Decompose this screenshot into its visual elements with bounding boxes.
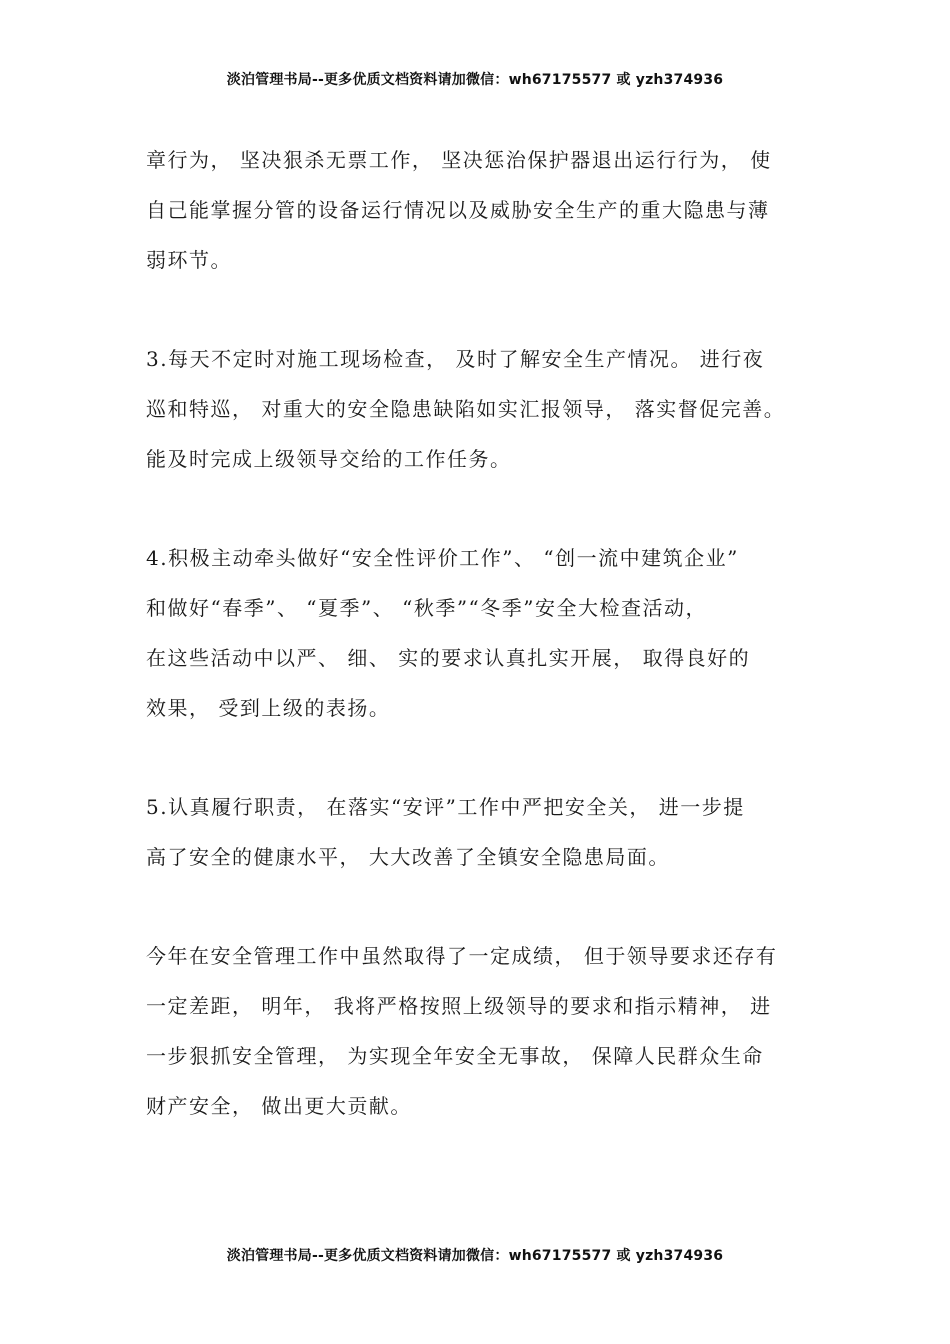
paragraph-summary xyxy=(146,931,826,1131)
text-line: 财产安全， 做出更大贡献。 xyxy=(146,1094,412,1118)
text-line: 今年在安全管理工作中虽然取得了一定成绩， 但于领导要求还存有 xyxy=(146,944,778,968)
text-line: 和做好“春季”、 “夏季”、 “秋季”“冬季”安全大检查活动， xyxy=(146,596,708,620)
text-line: 高了安全的健康水平， 大大改善了全镇安全隐患局面。 xyxy=(146,845,670,869)
text-line: 在这些活动中以严、 细、 实的要求认真扎实开展， 取得良好的 xyxy=(146,646,751,670)
page-footer: 淡泊管理书局--更多优质文档资料请加微信：wh67175577 或 yzh374936 xyxy=(226,1248,724,1264)
text-line: 一步狠抓安全管理， 为实现全年安全无事故， 保障人民群众生命 xyxy=(146,1044,764,1068)
text-line: 能及时完成上级领导交给的工作任务。 xyxy=(146,447,512,471)
text-line: 自己能掌握分管的设备运行情况以及威胁安全生产的重大隐患与薄 xyxy=(146,198,770,222)
paragraph-item-5 xyxy=(146,782,826,882)
paragraph-item-4 xyxy=(146,533,826,733)
text-line: 4.积极主动牵头做好“安全性评价工作”、 “创一流中建筑企业” xyxy=(146,546,739,570)
page-header: 淡泊管理书局--更多优质文档资料请加微信：wh67175577 或 yzh374936 xyxy=(226,72,724,88)
document-body xyxy=(146,135,826,1180)
paragraph-item-3 xyxy=(146,334,826,484)
text-line: 弱环节。 xyxy=(146,248,232,272)
text-line: 3.每天不定时对施工现场检查， 及时了解安全生产情况。 进行夜 xyxy=(146,347,765,371)
text-line: 效果， 受到上级的表扬。 xyxy=(146,696,391,720)
text-line: 章行为， 坚决狠杀无票工作， 坚决惩治保护器退出运行行为， 使 xyxy=(146,148,772,172)
paragraph-continuation xyxy=(146,135,826,285)
text-line: 5.认真履行职责， 在落实“安评”工作中严把安全关， 进一步提 xyxy=(146,795,745,819)
text-line: 一定差距， 明年， 我将严格按照上级领导的要求和指示精神， 进 xyxy=(146,994,772,1018)
text-line: 巡和特巡， 对重大的安全隐患缺陷如实汇报领导， 落实督促完善。 xyxy=(146,397,786,421)
